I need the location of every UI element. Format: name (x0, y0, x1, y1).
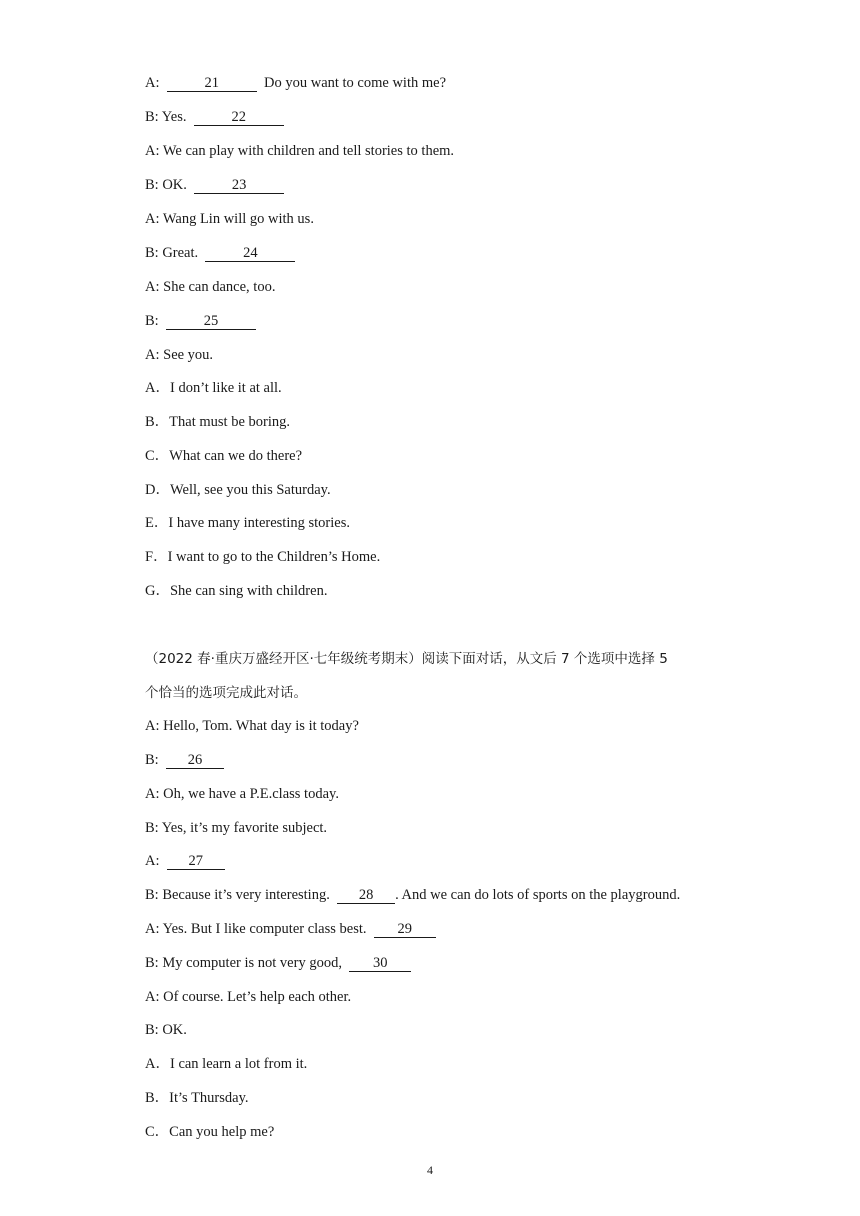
answer-blank[interactable]: 22 (194, 109, 284, 126)
dialogue-line (145, 210, 314, 228)
speaker-label: A: (145, 853, 160, 869)
option-text: I want to go to the Children’s Home. (167, 549, 381, 565)
option-letter: A． (145, 380, 170, 396)
option-letter: A． (145, 1056, 170, 1072)
option-letter: B． (145, 1090, 170, 1106)
dialogue-text: . And we can do lots of sports on the playground. (395, 887, 681, 903)
answer-blank[interactable]: 23 (194, 177, 284, 194)
section-instructions: （2022 春·重庆万盛经开区·七年级统考期末）阅读下面对话，从文后 7 个选项中选择 5 (145, 651, 668, 667)
dialogue-line (145, 852, 225, 870)
option-text: I don’t like it at all. (169, 380, 282, 396)
speaker-label: B: (145, 313, 159, 329)
option-item (145, 582, 327, 600)
option-letter: G． (145, 583, 170, 599)
dialogue-line (145, 920, 436, 938)
option-item (145, 481, 331, 499)
dialogue-line: A: Oh, we have a P.E.class today. (145, 786, 339, 802)
option-item (145, 548, 380, 566)
answer-blank[interactable]: 26 (166, 752, 224, 769)
dialogue-line (145, 74, 446, 92)
answer-blank[interactable]: 28 (337, 887, 395, 904)
answer-blank[interactable]: 30 (349, 955, 411, 972)
speaker-label: B: (145, 752, 159, 768)
option-letter: D． (145, 482, 170, 498)
option-letter: B． (145, 414, 170, 430)
dialogue-text: A: She can dance, too. (145, 279, 276, 295)
dialogue-line: A: Hello, Tom. What day is it today? (145, 718, 359, 734)
option-item (145, 413, 290, 431)
dialogue-line (145, 886, 680, 904)
dialogue-line: A: Of course. Let’s help each other. (145, 989, 352, 1005)
dialogue-line (145, 142, 454, 160)
dialogue-line (145, 346, 213, 364)
answer-blank[interactable]: 24 (205, 245, 295, 262)
dialogue-line (145, 278, 275, 296)
speaker-label: B: Great. (145, 245, 199, 261)
option-item (145, 1123, 274, 1141)
option-letter: F． (145, 549, 168, 565)
dialogue-line (145, 954, 411, 972)
option-text: I have many interesting stories. (168, 515, 350, 531)
option-text: I can learn a lot from it. (169, 1056, 308, 1072)
dialogue-line: B: Yes, it’s my favorite subject. (145, 820, 328, 836)
section-instructions: 个恰当的选项完成此对话。 (145, 685, 307, 701)
dialogue-text: B: My computer is not very good, (145, 955, 342, 971)
option-letter: E． (145, 515, 169, 531)
speaker-label: A: (145, 75, 160, 91)
dialogue-line: B: OK. (145, 1022, 187, 1038)
option-letter: C． (145, 1124, 170, 1140)
dialogue-line (145, 176, 284, 194)
dialogue-text: A: Yes. But I like computer class best. (145, 921, 367, 937)
dialogue-line (145, 244, 295, 262)
speaker-label: B: Yes. (145, 109, 187, 125)
answer-blank[interactable]: 27 (167, 853, 225, 870)
option-item (145, 379, 282, 397)
option-text: Can you help me? (169, 1124, 275, 1140)
answer-blank[interactable]: 29 (374, 921, 436, 938)
dialogue-line (145, 312, 256, 330)
option-text: She can sing with children. (169, 583, 328, 599)
dialogue-text: A: Wang Lin will go with us. (145, 211, 314, 227)
page-number: 4 (427, 1163, 433, 1177)
dialogue-text: A: We can play with children and tell stories to them. (145, 143, 455, 159)
answer-blank[interactable]: 25 (166, 313, 256, 330)
option-item (145, 1055, 307, 1073)
dialogue-line (145, 751, 224, 769)
option-text: That must be boring. (169, 414, 290, 430)
answer-blank[interactable]: 21 (167, 75, 257, 92)
option-text: Well, see you this Saturday. (169, 482, 331, 498)
option-item (145, 1089, 249, 1107)
speaker-label: B: OK. (145, 177, 187, 193)
dialogue-text: B: Because it’s very interesting. (145, 887, 330, 903)
option-text: What can we do there? (169, 448, 303, 464)
option-text: It’s Thursday. (169, 1090, 249, 1106)
option-item (145, 514, 350, 532)
dialogue-text: A: See you. (145, 347, 214, 363)
dialogue-line (145, 108, 284, 126)
dialogue-text: Do you want to come with me? (264, 75, 447, 91)
option-letter: C． (145, 448, 170, 464)
option-item (145, 447, 302, 465)
